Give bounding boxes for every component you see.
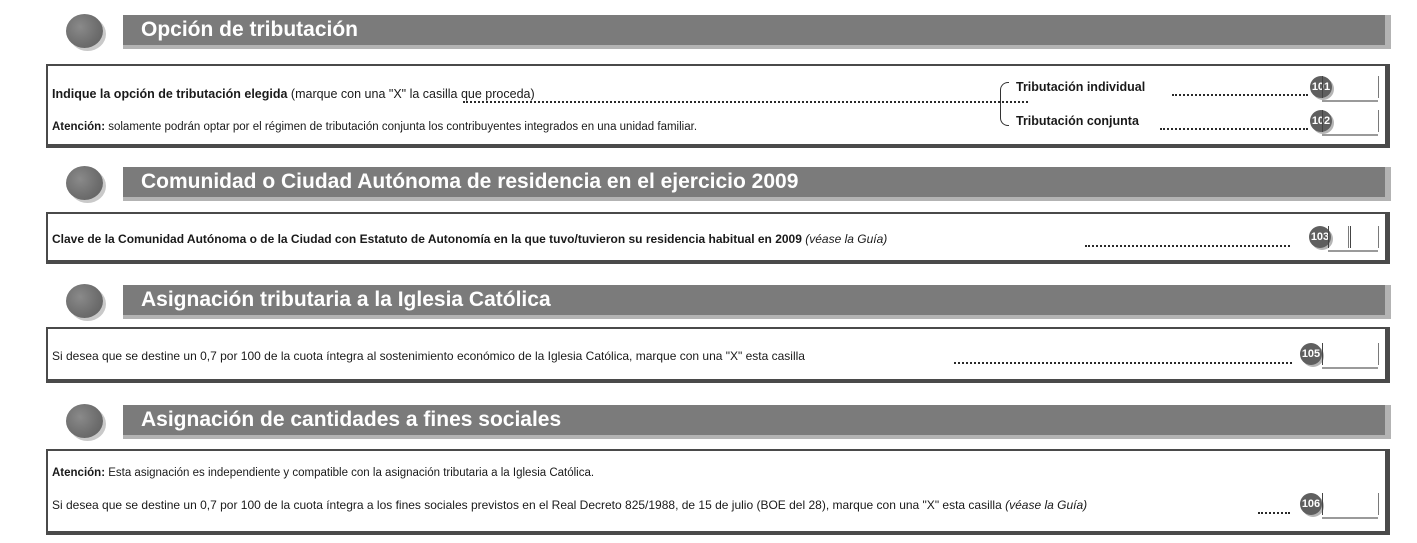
section-header (0, 400, 1417, 440)
section-header (0, 162, 1417, 202)
bullet-circle-icon (66, 14, 103, 48)
fines-guide-ref: (véase la Guía) (1001, 498, 1088, 512)
box-code-105: 105 (1300, 343, 1322, 365)
input-103-digit-2[interactable] (1350, 226, 1379, 248)
clave-text: Clave de la Comunidad Autónoma o de la Ciudad con Estatuto de Autonomía en la que tuvo/tuvieron su residencia habitual en 2009 (52, 232, 802, 246)
section-iglesia-catolica (0, 280, 1417, 388)
leader-dots (463, 101, 1028, 103)
attention-line (52, 467, 594, 479)
instruction-bold: Indique la opción de tributación elegida (52, 87, 288, 101)
bullet-circle-icon (66, 166, 103, 200)
section-header (0, 280, 1417, 320)
clave-line (52, 232, 887, 246)
checkbox-101[interactable] (1322, 76, 1379, 98)
section-comunidad-autonoma (0, 162, 1417, 268)
option-conjunta-label: Tributación conjunta (1016, 114, 1139, 128)
attention-line (52, 121, 697, 133)
leader-dots (1258, 512, 1290, 514)
leader-dots (1172, 94, 1308, 96)
bullet-circle-icon (66, 404, 103, 438)
attention-label: Atención: (52, 467, 106, 479)
section-box (46, 212, 1390, 264)
option-individual-label: Tributación individual (1016, 80, 1146, 94)
section-box (46, 449, 1390, 535)
cell-divider (1328, 250, 1378, 252)
checkbox-106[interactable] (1322, 493, 1379, 515)
cell-divider (1322, 367, 1378, 369)
section-title: Opción de tributación (141, 18, 359, 41)
section-title-bar (123, 167, 1391, 201)
section-title-bar (123, 405, 1391, 439)
iglesia-line: Si desea que se destine un 0,7 por 100 de la cuota íntegra al sostenimiento económico de la Iglesia Católica, marque con una "X" esta casilla (52, 349, 805, 363)
checkbox-105[interactable] (1322, 343, 1379, 365)
box-code-103: 103 (1309, 226, 1331, 248)
box-code-102: 102 (1310, 110, 1332, 132)
attention-text: solamente podrán optar por el régimen de tributación conjunta los contribuyentes integrados en una unidad familiar. (105, 121, 698, 133)
leader-dots (1160, 128, 1308, 130)
instruction-line (52, 87, 535, 101)
section-title: Asignación de cantidades a fines sociales (141, 408, 562, 431)
box-code-101: 101 (1310, 76, 1332, 98)
fines-sociales-text: Si desea que se destine un 0,7 por 100 de la cuota íntegra a los fines sociales previstos en el Real Decreto 825/1988, de 15 de julio (BOE del 28), marque con una "X" esta casilla (52, 498, 1002, 512)
section-title-bar (123, 15, 1391, 49)
instruction-text: (marque con una "X" la casilla que proceda) (287, 87, 535, 101)
cell-divider (1322, 100, 1378, 102)
fines-sociales-line (52, 498, 1087, 512)
section-box (46, 327, 1390, 383)
input-103-digit-1[interactable] (1328, 226, 1349, 248)
section-title: Asignación tributaria a la Iglesia Católica (141, 288, 551, 311)
section-title-bar (123, 285, 1391, 319)
attention-label: Atención: (52, 121, 106, 133)
brace-icon (1000, 82, 1009, 126)
leader-dots (1085, 245, 1290, 247)
box-code-106: 106 (1300, 493, 1322, 515)
section-opcion-tributacion (0, 10, 1417, 150)
cell-divider (1322, 134, 1378, 136)
section-box (46, 64, 1390, 148)
clave-guide-ref: (véase la Guía) (801, 232, 888, 246)
attention-text: Esta asignación es independiente y compatible con la asignación tributaria a la Iglesia Católica. (105, 467, 595, 479)
cell-divider (1322, 517, 1378, 519)
section-fines-sociales (0, 400, 1417, 540)
section-title: Comunidad o Ciudad Autónoma de residencia en el ejercicio 2009 (141, 170, 799, 193)
leader-dots (954, 362, 1292, 364)
section-header (0, 10, 1417, 50)
bullet-circle-icon (66, 284, 103, 318)
checkbox-102[interactable] (1322, 110, 1379, 132)
